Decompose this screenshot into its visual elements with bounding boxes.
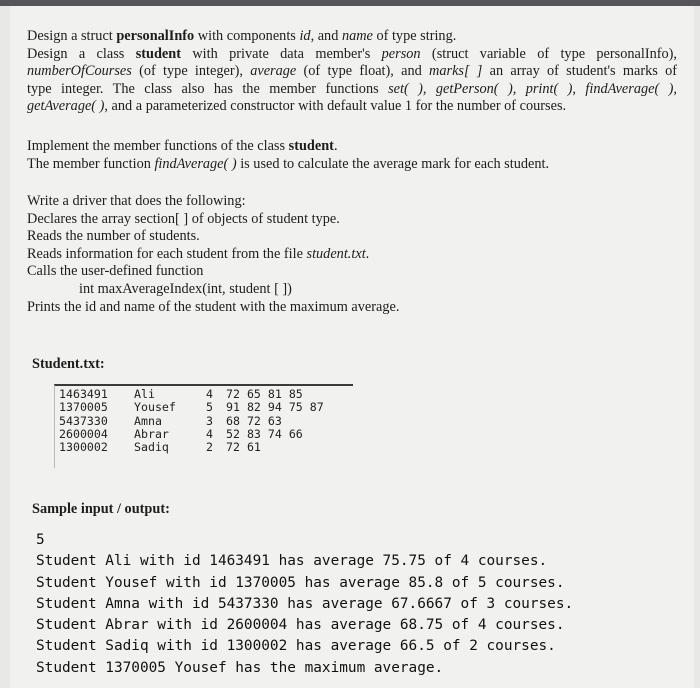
console-line: Student Sadiq with id 1300002 has average 66.5 of 2 courses. <box>36 638 556 655</box>
console-line: Student Abrar with id 2600004 has average 68.75 of 4 courses. <box>36 617 565 634</box>
console-line: Student Ali with id 1463491 has average 75.75 of 4 courses. <box>36 553 548 570</box>
driver-line: Reads the number of students. <box>27 228 200 245</box>
console-line: 5 <box>36 532 45 548</box>
file-course-count: 4 <box>206 387 213 401</box>
file-course-count: 5 <box>206 400 213 415</box>
line-members: numberOfCourses (of type integer), average (of type float), and marks[ ] an array of student's marks of <box>27 63 677 80</box>
console-line: Student Yousef with id 1370005 has average 85.8 of 5 courses. <box>36 574 565 591</box>
file-row <box>59 428 324 441</box>
document-page <box>10 6 694 688</box>
find-average-line: The member function findAverage( ) is used to calculate the average mark for each student. <box>27 155 550 172</box>
file-id: 1463491 <box>59 387 108 401</box>
file-row <box>59 441 324 454</box>
console-line: Student 1370005 Yousef has the maximum average. <box>36 659 444 676</box>
driver-paragraph <box>27 193 677 316</box>
file-id: 1370005 <box>59 400 108 415</box>
line-struct: Design a struct personalInfo with components id, and name of type string. <box>27 28 457 44</box>
file-name: Amna <box>134 413 162 428</box>
file-marks: 68 72 63 <box>226 413 282 428</box>
implementation-paragraph <box>27 138 677 173</box>
driver-line: Declares the array section[ ] of objects of student type. <box>27 210 340 227</box>
file-name: Yousef <box>134 400 176 415</box>
file-marks: 91 82 94 75 87 <box>226 400 324 415</box>
console-output <box>36 530 686 679</box>
file-id: 2600004 <box>59 426 108 441</box>
file-row <box>59 415 324 428</box>
driver-line: Write a driver that does the following: <box>27 193 246 209</box>
driver-line: Reads information for each student from the file student.txt. <box>27 245 370 262</box>
file-course-count: 4 <box>206 426 213 441</box>
file-name: Abrar <box>134 426 169 441</box>
file-name: Ali <box>134 387 155 401</box>
file-name: Sadiq <box>134 440 169 455</box>
sample-label: Sample input / output: <box>32 501 170 517</box>
driver-line: Calls the user-defined function <box>27 263 204 280</box>
console-line: Student Amna with id 5437330 has average 67.6667 of 3 courses. <box>36 595 574 612</box>
function-signature: int maxAverageIndex(int, student [ ]) <box>79 280 292 297</box>
file-row <box>59 388 324 401</box>
driver-line: Prints the id and name of the student with the maximum average. <box>27 298 400 315</box>
line-constructor: getAverage( ), and a parameterized constructor with default value 1 for the number of courses. <box>27 98 567 115</box>
file-marks: 72 61 <box>226 440 261 455</box>
implement-line: Implement the member functions of the class student. <box>27 138 338 154</box>
line-functions: type integer. The class also has the member functions set( ), getPerson( ), print( ), findAverage( ), <box>27 80 677 97</box>
file-course-count: 2 <box>206 440 213 455</box>
file-id: 1300002 <box>59 440 108 455</box>
file-id: 5437330 <box>59 413 108 428</box>
file-marks: 52 83 74 66 <box>226 426 303 441</box>
file-label: Student.txt: <box>32 356 105 372</box>
problem-description <box>27 28 677 116</box>
file-marks: 72 65 81 85 <box>226 387 303 401</box>
line-class: Design a class student with private data member's person (struct variable of type personalInfo), <box>27 45 678 62</box>
file-contents-table <box>59 388 324 454</box>
file-row <box>59 401 324 414</box>
file-course-count: 3 <box>206 413 213 428</box>
file-contents-box <box>54 384 353 468</box>
